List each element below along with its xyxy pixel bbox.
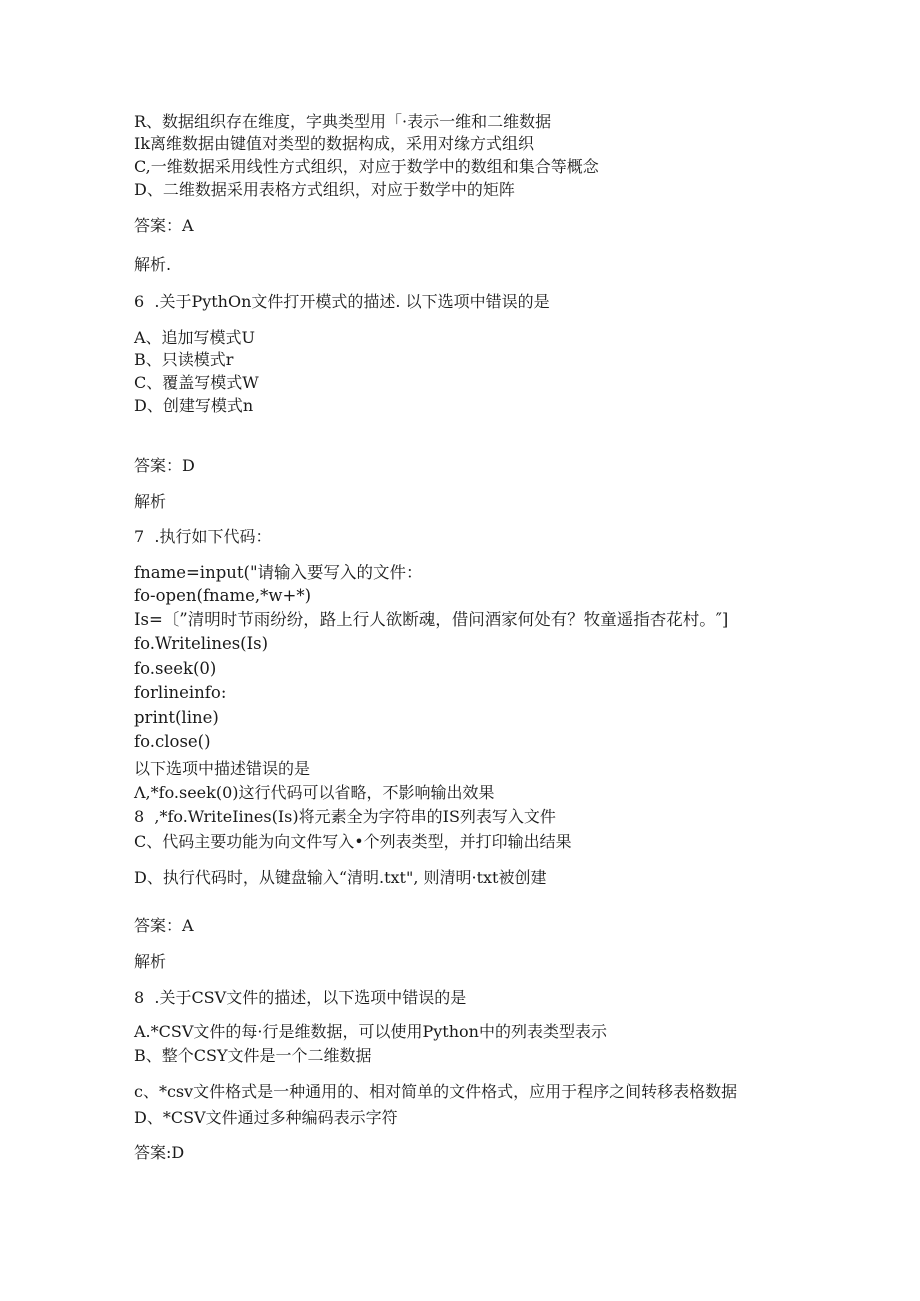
q6-answer: 答案：D	[134, 456, 195, 475]
q5-analysis: 解析.	[134, 255, 172, 274]
q8-option-c: c、*csv文件格式是一种通用的、相对简单的文件格式，应用于程序之间转移表格数据	[134, 1082, 738, 1101]
q6-option-c: C、覆盖写模式W	[134, 373, 259, 392]
q7-code-line: fname=input("请输入要写入的文件：	[134, 563, 423, 582]
q6-option-b: B、只读模式r	[134, 350, 234, 369]
q8-option-b: B、整个CSY文件是一个二维数据	[134, 1046, 372, 1065]
q7-code-line: fo-open(fname,*w+*)	[134, 586, 312, 605]
q8-answer: 答案:D	[134, 1143, 185, 1162]
q7-question: 7 .执行如下代码：	[134, 527, 272, 546]
q5-option-c: C,一维数据采用线性方式组织，对应于数学中的数组和集合等概念	[134, 157, 599, 176]
q6-analysis: 解析	[134, 492, 167, 511]
q6-question: 6 .关于PythOn文件打开模式的描述. 以下选项中错误的是	[134, 292, 550, 311]
q7-code-line: print(line)	[134, 708, 219, 727]
q6-option-a: A、追加写模式U	[134, 328, 256, 347]
q8-option-a: A.*CSV文件的每·行是维数据，可以使用Python中的列表类型表示	[134, 1022, 607, 1041]
q7-option-c: C、代码主要功能为向文件写入•个列表类型，并打印输出结果	[134, 832, 572, 851]
q7-analysis: 解析	[134, 952, 167, 971]
q5-option-b: Ik离维数据由键值对类型的数据构成，采用对缘方式组织	[134, 134, 535, 153]
q7-option-d: D、执行代码时，从键盘输入“清明.txt", 则清明·txt被创建	[134, 868, 547, 887]
q7-option-a: Λ,*fo.seek(0)这行代码可以省略，不影响输出效果	[134, 783, 495, 802]
q5-option-r: R、数据组织存在维度，字典类型用「·表示一维和二维数据	[134, 112, 552, 131]
q5-answer: 答案：A	[134, 216, 194, 235]
q7-code-line: forlineinfo:	[134, 683, 227, 702]
q7-code-line: fo.seek(0)	[134, 659, 217, 678]
q7-answer: 答案：A	[134, 916, 194, 935]
q6-option-d: D、创建写模式n	[134, 396, 254, 415]
q7-code-line: fo.close()	[134, 732, 211, 751]
q8-option-d: D、*CSV文件通过多种编码表示字符	[134, 1108, 398, 1127]
q7-code-line: fo.Writelines(Is)	[134, 634, 269, 653]
q7-option-b: 8 ,*fo.WriteIines(Is)将元素全为字符串的IS列表写入文件	[134, 807, 556, 826]
q7-code-line: Is=〔”清明时节雨纷纷，路上行人欲断魂，借问酒家何处有？牧童遥指杏花村。″]	[134, 610, 729, 629]
q5-option-d: D、二维数据采用表格方式组织，对应于数学中的矩阵	[134, 180, 515, 199]
q7-prompt: 以下选项中描述错误的是	[134, 759, 311, 778]
q8-question: 8 .关于CSV文件的描述，以下选项中错误的是	[134, 988, 467, 1007]
